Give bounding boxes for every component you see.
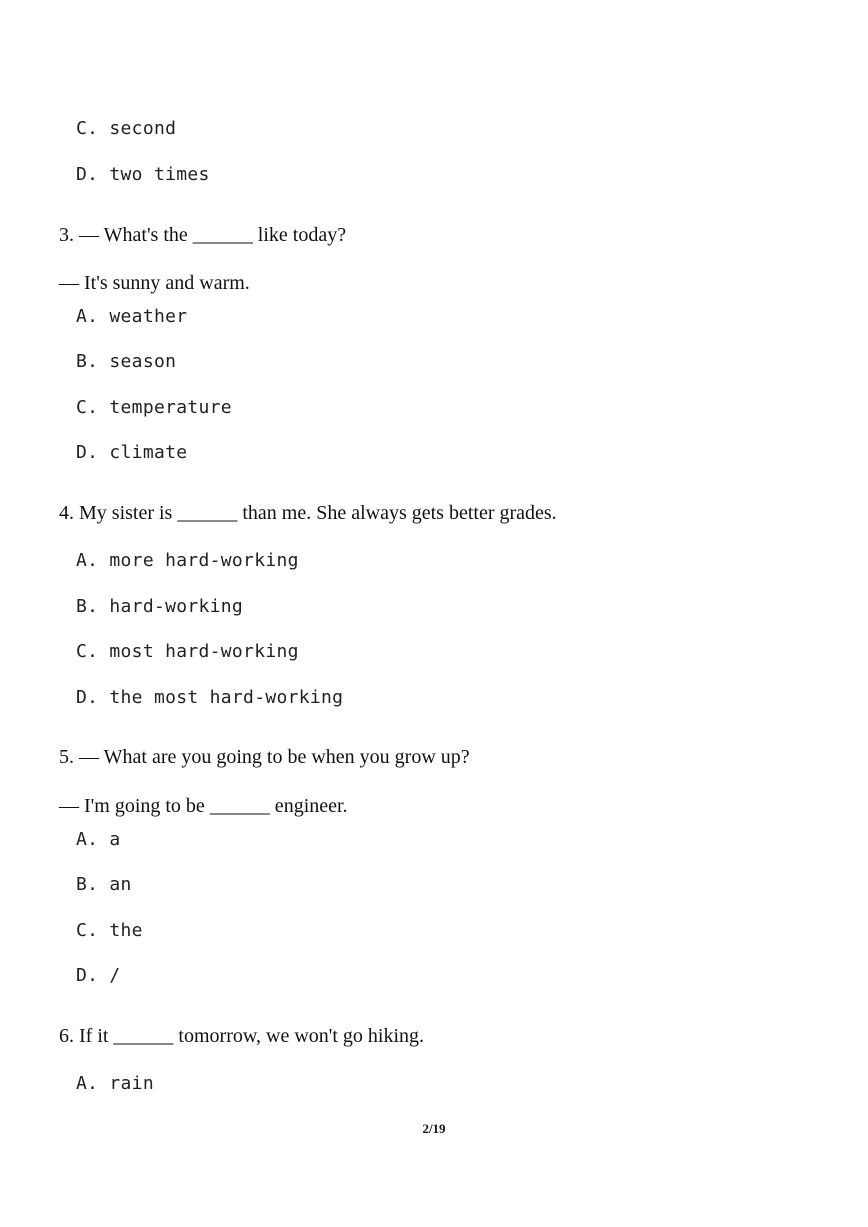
page-number: 2/19 xyxy=(422,1121,446,1136)
q3-option-a: A. weather xyxy=(76,306,188,327)
q3-option-d: D. climate xyxy=(76,442,188,463)
q3-reply: — It's sunny and warm. xyxy=(59,272,250,294)
q4-option-d: D. the most hard-working xyxy=(76,687,344,708)
q3-option-c: C. temperature xyxy=(76,397,232,418)
q5-option-c: C. the xyxy=(76,920,143,941)
q5-option-b: B. an xyxy=(76,874,132,895)
q4-stem: 4. My sister is ______ than me. She always gets better grades. xyxy=(59,502,557,524)
q2-option-d: D. two times xyxy=(76,164,210,185)
q5-option-a: A. a xyxy=(76,829,121,850)
q5-option-d: D. / xyxy=(76,965,121,986)
q6-stem: 6. If it ______ tomorrow, we won't go hiking. xyxy=(59,1025,425,1047)
q5-stem: 5. — What are you going to be when you grow up? xyxy=(59,746,470,768)
q2-option-c: C. second xyxy=(76,118,177,139)
q3-stem: 3. — What's the ______ like today? xyxy=(59,224,347,246)
q5-reply: — I'm going to be ______ engineer. xyxy=(59,795,348,817)
q6-option-a: A. rain xyxy=(76,1073,154,1094)
q4-option-b: B. hard-working xyxy=(76,596,244,617)
q4-option-a: A. more hard-working xyxy=(76,550,299,571)
q4-option-c: C. most hard-working xyxy=(76,641,299,662)
q3-option-b: B. season xyxy=(76,351,177,372)
